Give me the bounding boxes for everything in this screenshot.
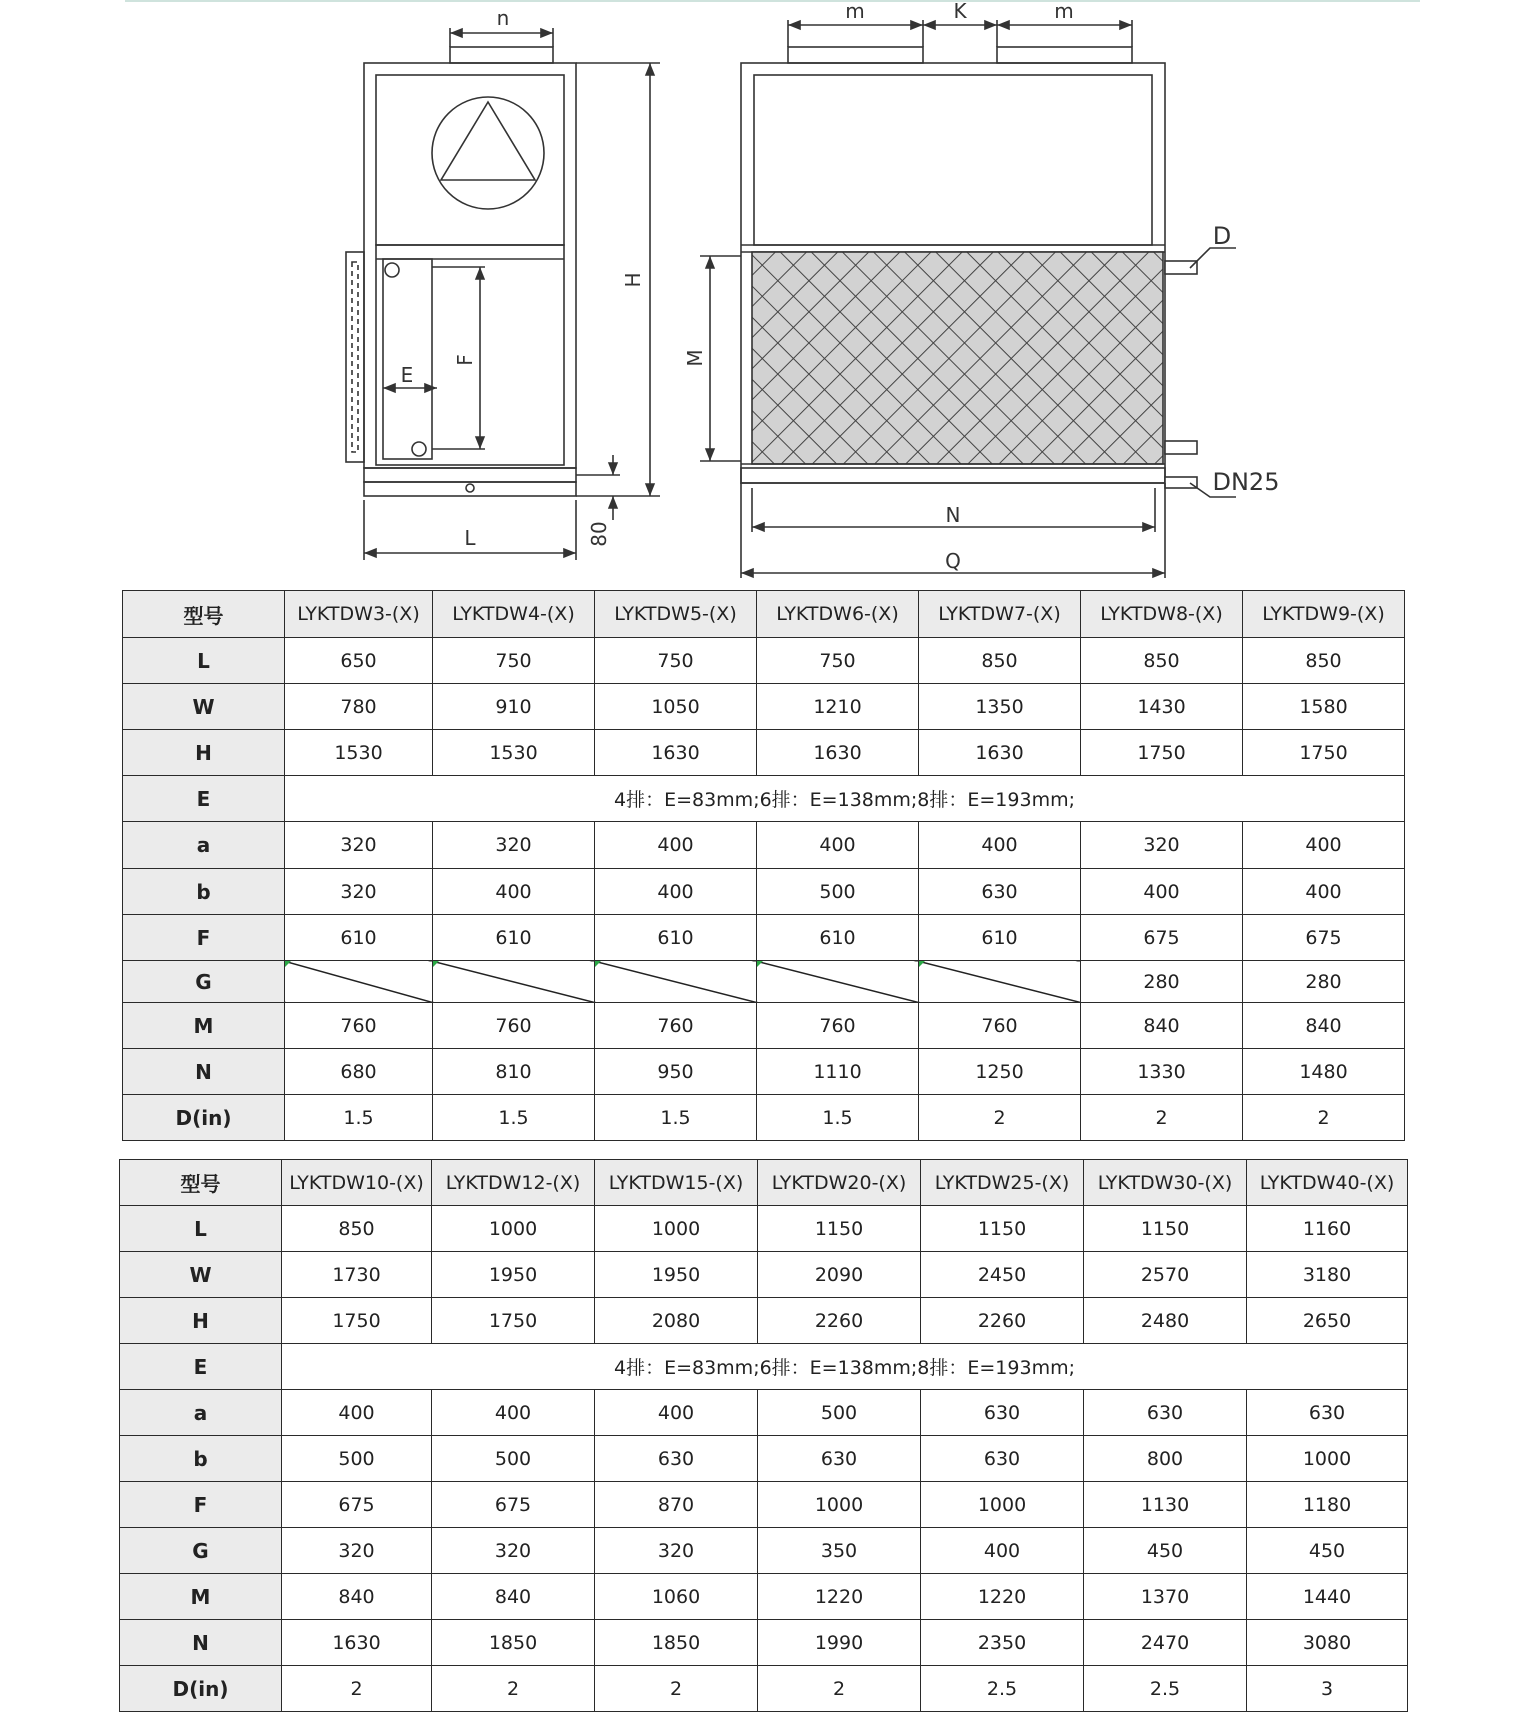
dim-label-m-left: m xyxy=(845,0,865,23)
row-label: H xyxy=(120,1298,282,1344)
value-cell: 1630 xyxy=(919,730,1081,776)
row-label: D(in) xyxy=(120,1666,282,1712)
value-cell: 630 xyxy=(595,1436,758,1482)
table-row xyxy=(120,1436,1408,1482)
value-cell: 610 xyxy=(757,915,919,961)
dim-label-n: n xyxy=(496,6,510,30)
value-cell: 320 xyxy=(285,869,433,915)
value-cell: 1730 xyxy=(282,1252,432,1298)
table-row xyxy=(120,1390,1408,1436)
table-row xyxy=(120,1482,1408,1528)
table-row xyxy=(123,961,1405,1003)
table-row xyxy=(120,1528,1408,1574)
row-label: F xyxy=(120,1482,282,1528)
value-cell: 320 xyxy=(285,822,433,869)
model-name-cell: LYKTDW10-(X) xyxy=(282,1160,432,1206)
value-cell: 1060 xyxy=(595,1574,758,1620)
value-cell: 2470 xyxy=(1084,1620,1247,1666)
value-cell: 400 xyxy=(1243,822,1405,869)
value-cell: 1110 xyxy=(757,1049,919,1095)
value-cell: 400 xyxy=(595,822,757,869)
value-cell: 1000 xyxy=(1247,1436,1408,1482)
value-cell: 650 xyxy=(285,638,433,684)
dim-label-L: L xyxy=(464,526,476,550)
value-cell: 500 xyxy=(282,1436,432,1482)
value-cell: 320 xyxy=(595,1528,758,1574)
value-cell: 610 xyxy=(919,915,1081,961)
value-cell: 630 xyxy=(919,869,1081,915)
table-row xyxy=(120,1206,1408,1252)
value-cell: 1630 xyxy=(757,730,919,776)
table-row xyxy=(123,730,1405,776)
spec-table-2-body xyxy=(120,1160,1408,1712)
row-label: E xyxy=(123,776,285,822)
value-cell: 1850 xyxy=(432,1620,595,1666)
value-cell: 3180 xyxy=(1247,1252,1408,1298)
row-label: M xyxy=(123,1003,285,1049)
row-label: W xyxy=(123,684,285,730)
row-label: H xyxy=(123,730,285,776)
value-cell: 500 xyxy=(757,869,919,915)
value-cell: 1950 xyxy=(595,1252,758,1298)
value-cell: 675 xyxy=(432,1482,595,1528)
value-cell: 1.5 xyxy=(757,1095,919,1141)
value-cell: 2260 xyxy=(758,1298,921,1344)
dim-label-D: D xyxy=(1212,222,1232,250)
row-label: D(in) xyxy=(123,1095,285,1141)
value-cell: 1850 xyxy=(595,1620,758,1666)
value-cell: 1150 xyxy=(758,1206,921,1252)
dim-label-DN25: DN25 xyxy=(1212,468,1280,496)
row-label: L xyxy=(120,1206,282,1252)
value-cell: 2350 xyxy=(921,1620,1084,1666)
value-cell: 1000 xyxy=(758,1482,921,1528)
table-header-row xyxy=(120,1160,1408,1206)
value-cell: 1990 xyxy=(758,1620,921,1666)
value-cell: 450 xyxy=(1247,1528,1408,1574)
not-applicable-cell xyxy=(919,961,1081,1003)
row-label: E xyxy=(120,1344,282,1390)
model-name-cell: LYKTDW25-(X) xyxy=(921,1160,1084,1206)
value-cell: 850 xyxy=(1243,638,1405,684)
value-cell: 760 xyxy=(285,1003,433,1049)
value-cell: 320 xyxy=(1081,822,1243,869)
value-cell: 2650 xyxy=(1247,1298,1408,1344)
spec-table-2 xyxy=(119,1159,1408,1712)
model-name-cell: LYKTDW30-(X) xyxy=(1084,1160,1247,1206)
value-cell: 630 xyxy=(921,1436,1084,1482)
value-cell: 1330 xyxy=(1081,1049,1243,1095)
value-cell: 400 xyxy=(282,1390,432,1436)
value-cell: 1050 xyxy=(595,684,757,730)
unit-dimension-drawing xyxy=(0,0,1516,585)
value-cell: 1150 xyxy=(1084,1206,1247,1252)
value-cell: 1.5 xyxy=(433,1095,595,1141)
value-cell: 610 xyxy=(433,915,595,961)
table-row xyxy=(123,915,1405,961)
dim-label-N: N xyxy=(945,503,961,527)
dim-label-m-right: m xyxy=(1054,0,1074,23)
value-cell: 3080 xyxy=(1247,1620,1408,1666)
model-header-label: 型号 xyxy=(120,1160,282,1206)
value-cell: 2.5 xyxy=(921,1666,1084,1712)
value-cell: 400 xyxy=(757,822,919,869)
value-cell: 1480 xyxy=(1243,1049,1405,1095)
table-header-row xyxy=(123,591,1405,638)
dim-label-H: H xyxy=(621,272,645,288)
table-row xyxy=(123,638,1405,684)
model-name-cell: LYKTDW40-(X) xyxy=(1247,1160,1408,1206)
model-name-cell: LYKTDW3-(X) xyxy=(285,591,433,638)
value-cell: 675 xyxy=(1243,915,1405,961)
value-cell: 610 xyxy=(285,915,433,961)
not-applicable-cell xyxy=(757,961,919,1003)
value-cell: 350 xyxy=(758,1528,921,1574)
value-cell: 1210 xyxy=(757,684,919,730)
table-row xyxy=(123,1003,1405,1049)
value-cell: 780 xyxy=(285,684,433,730)
value-cell: 1530 xyxy=(433,730,595,776)
value-cell: 320 xyxy=(282,1528,432,1574)
value-cell: 320 xyxy=(433,822,595,869)
value-cell: 280 xyxy=(1081,961,1243,1003)
dim-label-Q: Q xyxy=(945,549,961,573)
model-name-cell: LYKTDW9-(X) xyxy=(1243,591,1405,638)
value-cell: 840 xyxy=(1243,1003,1405,1049)
table-row xyxy=(120,1344,1408,1390)
model-name-cell: LYKTDW8-(X) xyxy=(1081,591,1243,638)
value-cell: 2 xyxy=(432,1666,595,1712)
value-cell: 1950 xyxy=(432,1252,595,1298)
value-cell: 2260 xyxy=(921,1298,1084,1344)
row-label: M xyxy=(120,1574,282,1620)
value-cell: 870 xyxy=(595,1482,758,1528)
value-cell: 760 xyxy=(757,1003,919,1049)
value-cell: 2.5 xyxy=(1084,1666,1247,1712)
table-row xyxy=(123,1095,1405,1141)
row-label: L xyxy=(123,638,285,684)
value-cell: 1530 xyxy=(285,730,433,776)
value-cell: 2450 xyxy=(921,1252,1084,1298)
value-cell: 910 xyxy=(433,684,595,730)
value-cell: 450 xyxy=(1084,1528,1247,1574)
table-row xyxy=(120,1252,1408,1298)
value-cell: 2 xyxy=(282,1666,432,1712)
value-cell: 850 xyxy=(1081,638,1243,684)
side-view xyxy=(346,28,660,560)
value-cell: 1150 xyxy=(921,1206,1084,1252)
row-label: b xyxy=(123,869,285,915)
row-label: G xyxy=(123,961,285,1003)
front-view xyxy=(700,20,1236,578)
model-name-cell: LYKTDW12-(X) xyxy=(432,1160,595,1206)
value-cell: 810 xyxy=(433,1049,595,1095)
value-cell: 1.5 xyxy=(285,1095,433,1141)
value-cell: 1000 xyxy=(595,1206,758,1252)
value-cell: 2080 xyxy=(595,1298,758,1344)
value-cell: 1750 xyxy=(432,1298,595,1344)
table-row xyxy=(120,1574,1408,1620)
table-row xyxy=(123,1049,1405,1095)
value-cell: 750 xyxy=(757,638,919,684)
value-cell: 630 xyxy=(1247,1390,1408,1436)
row-span-note: 4排：E=83mm;6排：E=138mm;8排：E=193mm; xyxy=(285,776,1405,822)
value-cell: 1220 xyxy=(921,1574,1084,1620)
value-cell: 2 xyxy=(595,1666,758,1712)
model-name-cell: LYKTDW5-(X) xyxy=(595,591,757,638)
value-cell: 2090 xyxy=(758,1252,921,1298)
row-label: a xyxy=(120,1390,282,1436)
value-cell: 630 xyxy=(1084,1390,1247,1436)
value-cell: 1220 xyxy=(758,1574,921,1620)
value-cell: 1.5 xyxy=(595,1095,757,1141)
value-cell: 1350 xyxy=(919,684,1081,730)
not-applicable-cell xyxy=(433,961,595,1003)
value-cell: 400 xyxy=(1243,869,1405,915)
value-cell: 1370 xyxy=(1084,1574,1247,1620)
value-cell: 630 xyxy=(921,1390,1084,1436)
value-cell: 630 xyxy=(758,1436,921,1482)
spec-table-1 xyxy=(122,590,1405,1141)
value-cell: 320 xyxy=(432,1528,595,1574)
value-cell: 840 xyxy=(432,1574,595,1620)
model-name-cell: LYKTDW20-(X) xyxy=(758,1160,921,1206)
value-cell: 1160 xyxy=(1247,1206,1408,1252)
value-cell: 850 xyxy=(282,1206,432,1252)
value-cell: 1630 xyxy=(282,1620,432,1666)
model-name-cell: LYKTDW7-(X) xyxy=(919,591,1081,638)
value-cell: 3 xyxy=(1247,1666,1408,1712)
value-cell: 1130 xyxy=(1084,1482,1247,1528)
value-cell: 750 xyxy=(433,638,595,684)
value-cell: 1000 xyxy=(432,1206,595,1252)
value-cell: 680 xyxy=(285,1049,433,1095)
value-cell: 840 xyxy=(1081,1003,1243,1049)
dim-label-M: M xyxy=(683,349,707,367)
value-cell: 2480 xyxy=(1084,1298,1247,1344)
value-cell: 500 xyxy=(432,1436,595,1482)
row-label: N xyxy=(123,1049,285,1095)
value-cell: 1000 xyxy=(921,1482,1084,1528)
value-cell: 675 xyxy=(282,1482,432,1528)
value-cell: 850 xyxy=(919,638,1081,684)
value-cell: 1430 xyxy=(1081,684,1243,730)
value-cell: 400 xyxy=(921,1528,1084,1574)
value-cell: 800 xyxy=(1084,1436,1247,1482)
not-applicable-cell xyxy=(285,961,433,1003)
value-cell: 2 xyxy=(919,1095,1081,1141)
value-cell: 2570 xyxy=(1084,1252,1247,1298)
value-cell: 675 xyxy=(1081,915,1243,961)
value-cell: 1580 xyxy=(1243,684,1405,730)
spec-table-1-body xyxy=(123,591,1405,1141)
value-cell: 950 xyxy=(595,1049,757,1095)
value-cell: 280 xyxy=(1243,961,1405,1003)
value-cell: 1750 xyxy=(282,1298,432,1344)
table-row xyxy=(123,776,1405,822)
model-header-label: 型号 xyxy=(123,591,285,638)
value-cell: 2 xyxy=(1243,1095,1405,1141)
row-label: F xyxy=(123,915,285,961)
row-span-note: 4排：E=83mm;6排：E=138mm;8排：E=193mm; xyxy=(282,1344,1408,1390)
table-row xyxy=(120,1666,1408,1712)
value-cell: 1180 xyxy=(1247,1482,1408,1528)
dim-label-K: K xyxy=(953,0,967,23)
value-cell: 2 xyxy=(1081,1095,1243,1141)
dim-label-80: 80 xyxy=(587,521,611,547)
table-row xyxy=(123,684,1405,730)
row-label: a xyxy=(123,822,285,869)
value-cell: 1750 xyxy=(1243,730,1405,776)
row-label: W xyxy=(120,1252,282,1298)
dim-label-F: F xyxy=(453,354,477,366)
row-label: b xyxy=(120,1436,282,1482)
value-cell: 400 xyxy=(595,1390,758,1436)
model-name-cell: LYKTDW4-(X) xyxy=(433,591,595,638)
model-name-cell: LYKTDW15-(X) xyxy=(595,1160,758,1206)
value-cell: 500 xyxy=(758,1390,921,1436)
value-cell: 1250 xyxy=(919,1049,1081,1095)
model-name-cell: LYKTDW6-(X) xyxy=(757,591,919,638)
value-cell: 400 xyxy=(432,1390,595,1436)
dim-label-E: E xyxy=(400,363,414,387)
value-cell: 400 xyxy=(919,822,1081,869)
table-row xyxy=(120,1620,1408,1666)
table-row xyxy=(120,1298,1408,1344)
value-cell: 840 xyxy=(282,1574,432,1620)
value-cell: 400 xyxy=(433,869,595,915)
table-row xyxy=(123,822,1405,869)
value-cell: 1750 xyxy=(1081,730,1243,776)
value-cell: 760 xyxy=(919,1003,1081,1049)
value-cell: 400 xyxy=(1081,869,1243,915)
row-label: N xyxy=(120,1620,282,1666)
value-cell: 400 xyxy=(595,869,757,915)
value-cell: 1630 xyxy=(595,730,757,776)
value-cell: 760 xyxy=(433,1003,595,1049)
value-cell: 2 xyxy=(758,1666,921,1712)
table-row xyxy=(123,869,1405,915)
row-label: G xyxy=(120,1528,282,1574)
value-cell: 1440 xyxy=(1247,1574,1408,1620)
value-cell: 610 xyxy=(595,915,757,961)
value-cell: 760 xyxy=(595,1003,757,1049)
value-cell: 750 xyxy=(595,638,757,684)
not-applicable-cell xyxy=(595,961,757,1003)
